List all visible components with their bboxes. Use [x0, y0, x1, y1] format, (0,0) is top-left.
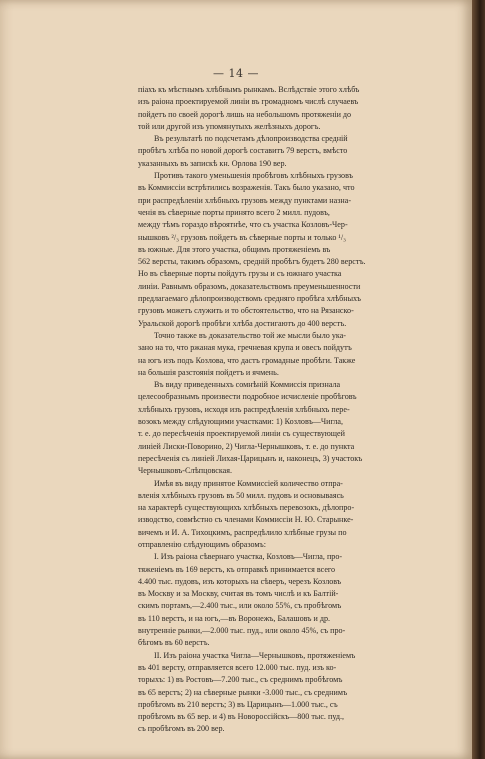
text-line: пробѣгъ хлѣба по новой дорогѣ составитъ 79 верстъ, вмѣсто: [138, 146, 348, 156]
text-line: Въ виду приведенныхъ сомнѣній Коммиссія признала: [154, 380, 341, 390]
text-line: отправленію слѣдующимъ образомъ:: [138, 539, 266, 549]
text-line: Противъ такого уменьшенія пробѣговъ хлѣбныхъ грузовъ: [154, 171, 353, 181]
paragraph: [138, 330, 406, 379]
text-line: пробѣгомъ въ 210 верстъ; 3) въ Царицынъ—1.000 тыс., съ: [138, 699, 338, 709]
text-line: скимъ портамъ,—2.400 тыс., или около 55%, съ пробѣгомъ: [138, 601, 342, 611]
text-line: въ 401 версту, отправляется всего 12.000 тыс. пуд. изъ ко-: [138, 662, 337, 672]
text-line: Уральской дорогѣ пробѣги хлѣба достигаютъ до 400 верстъ.: [138, 318, 347, 328]
text-line: изъ раіона проектируемой линіи въ громадномъ числѣ случаевъ: [138, 97, 359, 107]
text-line: при распредѣленіи хлѣбныхъ грузовъ между пунктами назна-: [138, 195, 352, 205]
text-line: т. е. до пересѣченія проектируемой линіи съ существующей: [138, 429, 345, 439]
page-number: — 14 —: [213, 67, 259, 80]
text-line: пересѣченія съ линіей Лихая-Царицынъ и, наконецъ, 3) участокъ: [138, 453, 363, 463]
paragraph: [138, 650, 406, 736]
text-line: возокъ между слѣдующими участками: 1) Козловъ—Чигла,: [138, 417, 344, 427]
text-line: вленія хлѣбныхъ грузовъ въ 50 милл. пудовъ и основываясь: [138, 490, 344, 500]
text-line: I. Изъ раіона сѣвернаго участка, Козловъ—Чигла, про-: [154, 552, 343, 562]
text-line: указанныхъ въ запискѣ кн. Орлова 190 вер.: [138, 158, 287, 168]
text-line: хлѣбныхъ грузовъ, исходя изъ распредѣленія хлѣбныхъ пере-: [138, 404, 350, 414]
text-line: Въ результатѣ по подсчетамъ дѣлопроизводства средній: [154, 134, 348, 144]
text-line: между тѣмъ гораздо вѣроятнѣе, что съ участка Козловъ-Чер-: [138, 220, 348, 230]
text-line: піахъ къ мѣстнымъ хлѣбнымъ рынкамъ. Вслѣдствіе этого хлѣбъ: [138, 85, 360, 94]
text-line: тяженіемъ въ 169 верстъ, къ отправкѣ принимается всего: [138, 564, 336, 574]
book-binding: [472, 0, 485, 759]
text-line: на характерѣ существующихъ хлѣбныхъ перевозокъ, дѣлопро-: [138, 503, 355, 513]
text-line: на большія разстоянія пойдетъ и ячмень.: [138, 367, 279, 377]
text-line: внутренніе рынки,—2.000 тыс. пуд., или около 45%, съ про-: [138, 626, 346, 636]
text-line: Чернышковъ-Слѣпцовская.: [138, 466, 233, 476]
text-line: пробѣгомъ въ 65 вер. и 4) въ Новороссійскъ—800 тыс. пуд.,: [138, 712, 345, 722]
paragraph: [138, 170, 406, 330]
paragraph: [138, 379, 406, 477]
text-line: въ Коммиссіи встрѣтились возраженія. Такъ было указано, что: [138, 183, 355, 193]
text-line: нышковъ ²/₃ грузовъ пойдетъ въ сѣверные порты и только ¹/₃: [138, 232, 346, 242]
text-line: линіи. Равнымъ образомъ, доказательствомъ преуменьшенности: [138, 281, 361, 291]
paragraph: [138, 133, 406, 170]
text-line: вичемъ и И. А. Тихоцкимъ, распредѣлило хлѣбные грузы по: [138, 527, 347, 537]
text-line: предлагаемаго дѣлопроизводствомъ средняго пробѣга хлѣбныхъ: [138, 294, 361, 304]
text-line: съ пробѣгомъ въ 200 вер.: [138, 724, 225, 734]
text-line: II. Изъ раіона участка Чигла—Чернышковъ, протяженіемъ: [154, 650, 356, 660]
text-line: въ южные. Для этого участка, общимъ протяженіемъ въ: [138, 244, 331, 254]
text-line: Но въ сѣверные порты пойдутъ грузы и съ южнаго участка: [138, 269, 342, 279]
text-line: той или другой изъ упомянутыхъ желѣзныхъ дорогъ.: [138, 121, 321, 131]
paragraph: [138, 84, 406, 133]
paragraph: [138, 551, 406, 649]
paragraph: [138, 478, 406, 552]
body-text: [138, 84, 406, 736]
text-line: въ 65 верстъ; 2) на сѣверные рынки -3.000 тыс., съ среднимъ: [138, 687, 348, 697]
text-line: торыхъ: 1) въ Ростовъ—7.200 тыс., съ среднимъ пробѣгомъ: [138, 675, 343, 685]
text-line: 562 версты, такимъ образомъ, средній пробѣгъ будетъ 280 верстъ.: [138, 257, 366, 267]
text-line: въ 110 верстъ, и на югъ,—въ Воронежъ, Балашовъ и др.: [138, 613, 331, 623]
text-line: на югъ изъ подъ Козлова, что дастъ громадные пробѣги. Также: [138, 355, 356, 365]
text-line: пойдетъ по своей дорогѣ лишь на небольшомъ протяженіи до: [138, 109, 352, 119]
text-line: въ Москву и за Москву, считая въ томъ числѣ и къ Балтій-: [138, 589, 339, 599]
text-line: зано на то, что ржаная мука, гречневая крупа и овесъ пойдутъ: [138, 343, 352, 353]
text-line: Имѣя въ виду принятое Коммиссіей количество отпра-: [154, 478, 343, 488]
text-line: бѣгомъ въ 60 верстъ.: [138, 638, 210, 648]
text-line: линіей Лиски-Поворино, 2) Чигла-Чернышковъ, т. е. до пункта: [138, 441, 355, 451]
text-line: ченія въ сѣверные порты принято всего 2 милл. пудовъ,: [138, 207, 330, 217]
text-line: изводство, совмѣстно съ членами Коммиссіи Н. Ю. Старынке-: [138, 515, 354, 525]
text-line: целесообразнымъ произвести подробное исчисленіе пробѣговъ: [138, 392, 357, 402]
text-line: Точно также въ доказательство той же мысли было ука-: [154, 330, 346, 340]
text-line: грузовъ можетъ служить и то обстоятельство, что на Рязанско-: [138, 306, 354, 316]
text-line: 4.400 тыс. пудовъ, изъ которыхъ на сѣверъ, черезъ Козловъ: [138, 576, 342, 586]
